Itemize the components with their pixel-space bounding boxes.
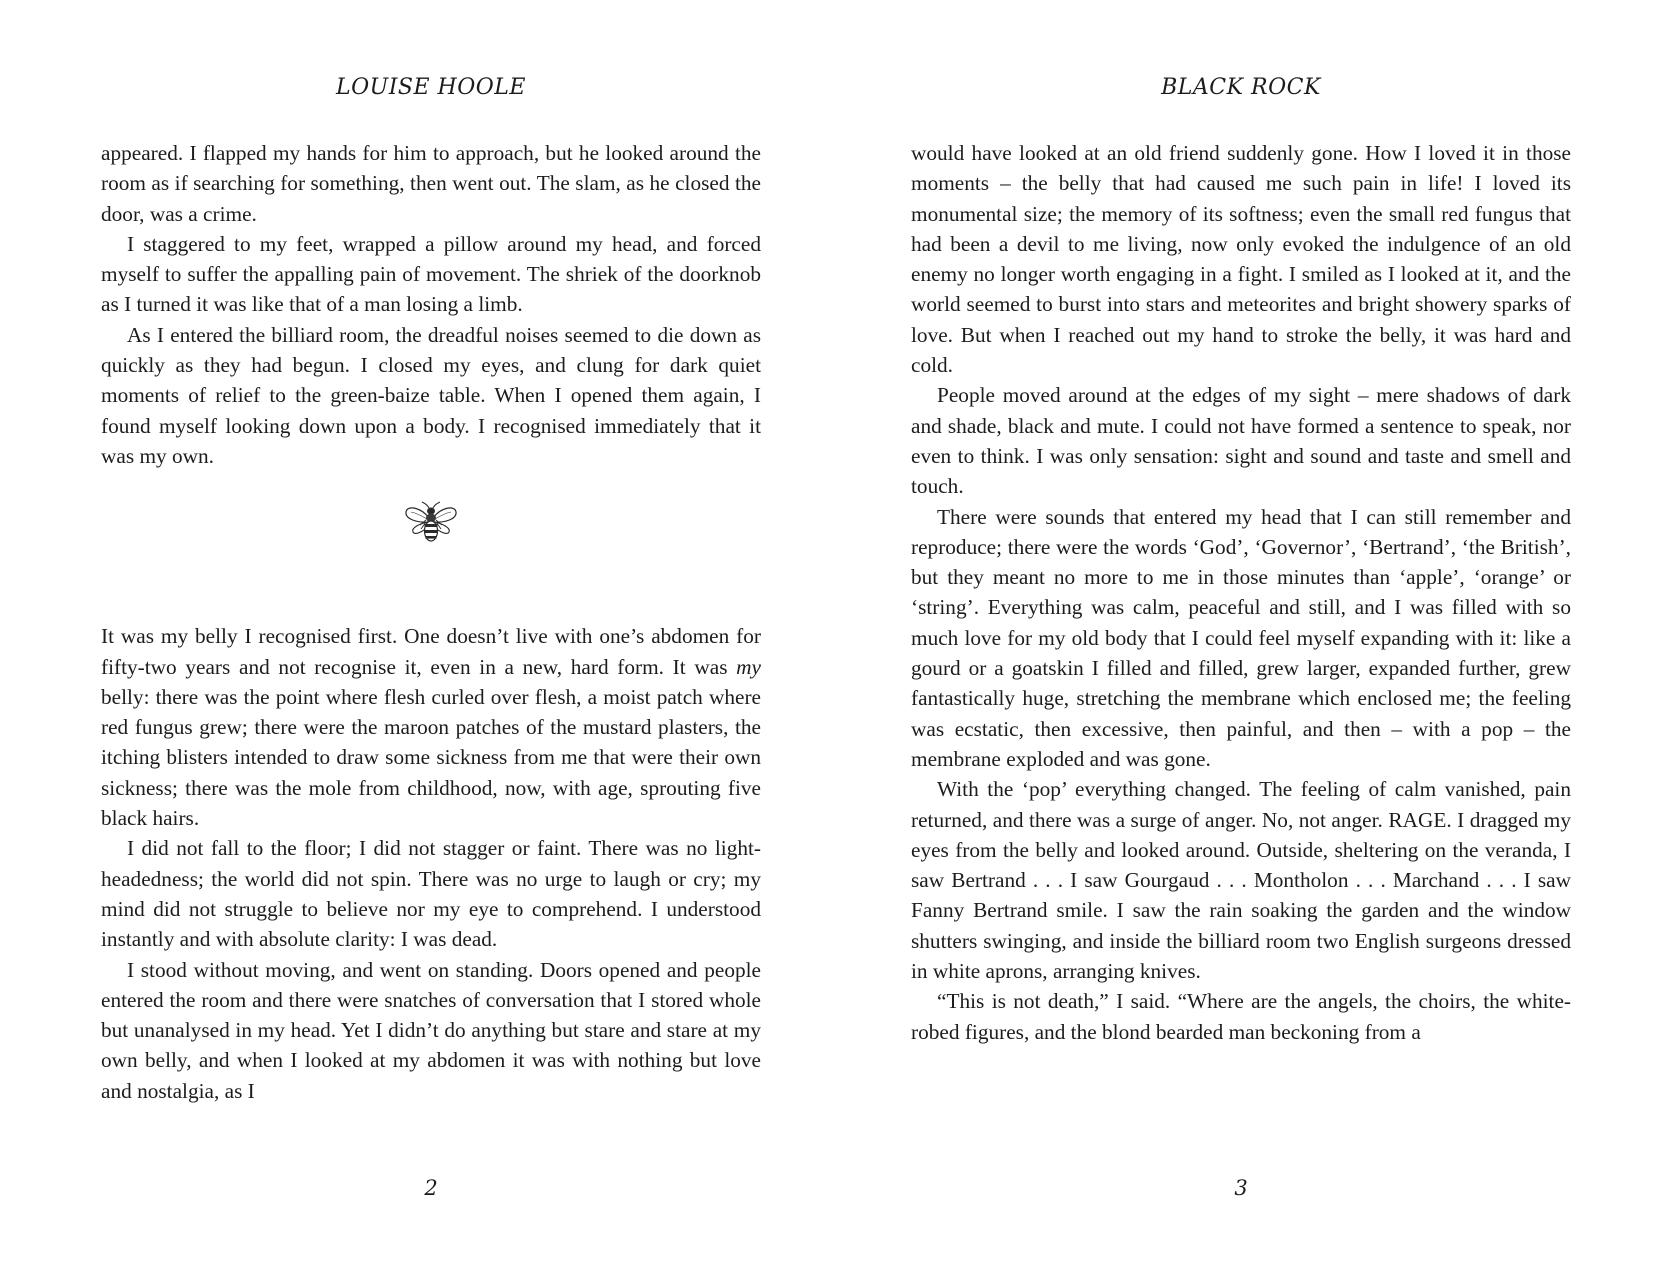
paragraph: appeared. I flapped my hands for him to approach, but he looked around the room as if searching for something, then went out. The slam, as he closed the door, was a crime.	[101, 141, 761, 226]
section-break	[101, 471, 761, 621]
paragraph: would have looked at an old friend suddenly gone. How I loved it in those moments – the belly that had caused me such pain in life! I loved its monumental size; the memory of its softness; even the small red fungus that had been a devil to me living, now only evoked the indulgence of an old enemy no longer worth engaging in a fight. I smiled as I looked at it, and the world seemed to burst into stars and meteorites and bright showery sparks of love. But when I reached out my hand to stroke the belly, it was hard and cold.	[911, 141, 1571, 378]
emphasis-my: my	[736, 654, 761, 679]
page-number-right: 3	[1234, 1176, 1248, 1200]
right-text-block	[911, 138, 1571, 1047]
text-run: It was my belly I recognised first. One doesn’t live with one’s abdomen for fifty-two years and not recognise it, even in a new, hard form. It was	[101, 624, 761, 679]
running-head-author: LOUISE HOOLE	[336, 75, 526, 100]
paragraph: I did not fall to the floor; I did not stagger or faint. There was no light-headedness; the world did not spin. There was no urge to laugh or cry; my mind did not struggle to believe nor my eye to comprehend. I understood instantly and with absolute clarity: I was dead.	[101, 836, 761, 952]
text-run: belly: there was the point where flesh curled over flesh, a moist patch where red fungus grew; there were the maroon patches of the mustard plasters, the itching blisters intended to draw some sickness from me that were their own sickness; there was the mole from childhood, now, with age, sprouting five black hairs.	[101, 684, 761, 831]
paragraph: “This is not death,” I said. “Where are the angels, the choirs, the white-robed figures, and the blond bearded man beckoning from a	[911, 989, 1571, 1044]
right-page	[831, 0, 1662, 1275]
left-text-block	[101, 138, 761, 1106]
page-number-left: 2	[424, 1176, 438, 1200]
paragraph: There were sounds that entered my head that I can still remember and reproduce; there were the words ‘God’, ‘Governor’, ‘Bertrand’, ‘the British’, but they meant no more to me in those minutes than ‘apple’, ‘orange’ or ‘string’. Everything was calm, peaceful and still, and I was filled with so much love for my old body that I could feel myself expanding with it: like a gourd or a goatskin I filled and filled, grew larger, expanded further, grew fantastically huge, stretching the membrane which enclosed me; the feeling was ecstatic, then excessive, then painful, and then – with a pop – the membrane exploded and was gone.	[911, 504, 1571, 771]
running-head-title: BLACK ROCK	[1161, 75, 1321, 100]
paragraph: As I entered the billiard room, the dreadful noises seemed to die down as quickly as they had begun. I closed my eyes, and clung for dark quiet moments of relief to the green-baize table. When I opened them again, I found myself looking down upon a body. I recognised immediately that it was my own.	[101, 322, 761, 468]
paragraph-section-start	[101, 621, 761, 833]
paragraph: People moved around at the edges of my sight – mere shadows of dark and shade, black and mute. I could not have formed a sentence to speak, nor even to think. I was only sensation: sight and sound and taste and smell and touch.	[911, 383, 1571, 499]
paragraph: With the ‘pop’ everything changed. The feeling of calm vanished, pain returned, and there was a surge of anger. No, not anger. RAGE. I dragged my eyes from the belly and looked around. Outside, sheltering on the veranda, I saw Bertrand . . . I saw Gourgaud . . . Montholon . . . Marchand . . . I saw Fanny Bertrand smile. I saw the rain soaking the garden and the window shutters swinging, and inside the billiard room two English surgeons dressed in white aprons, arranging knives.	[911, 777, 1571, 984]
bee-ornament-icon	[403, 501, 459, 547]
paragraph: I stood without moving, and went on standing. Doors opened and people entered the room and there were snatches of conversation that I stored whole but unanalysed in my head. Yet I didn’t do anything but stare and stare at my own belly, and when I looked at my abdomen it was with nothing but love and nostalgia, as I	[101, 957, 761, 1103]
paragraph: I staggered to my feet, wrapped a pillow around my head, and forced myself to suffer the appalling pain of movement. The shriek of the doorknob as I turned it was like that of a man losing a limb.	[101, 231, 761, 317]
